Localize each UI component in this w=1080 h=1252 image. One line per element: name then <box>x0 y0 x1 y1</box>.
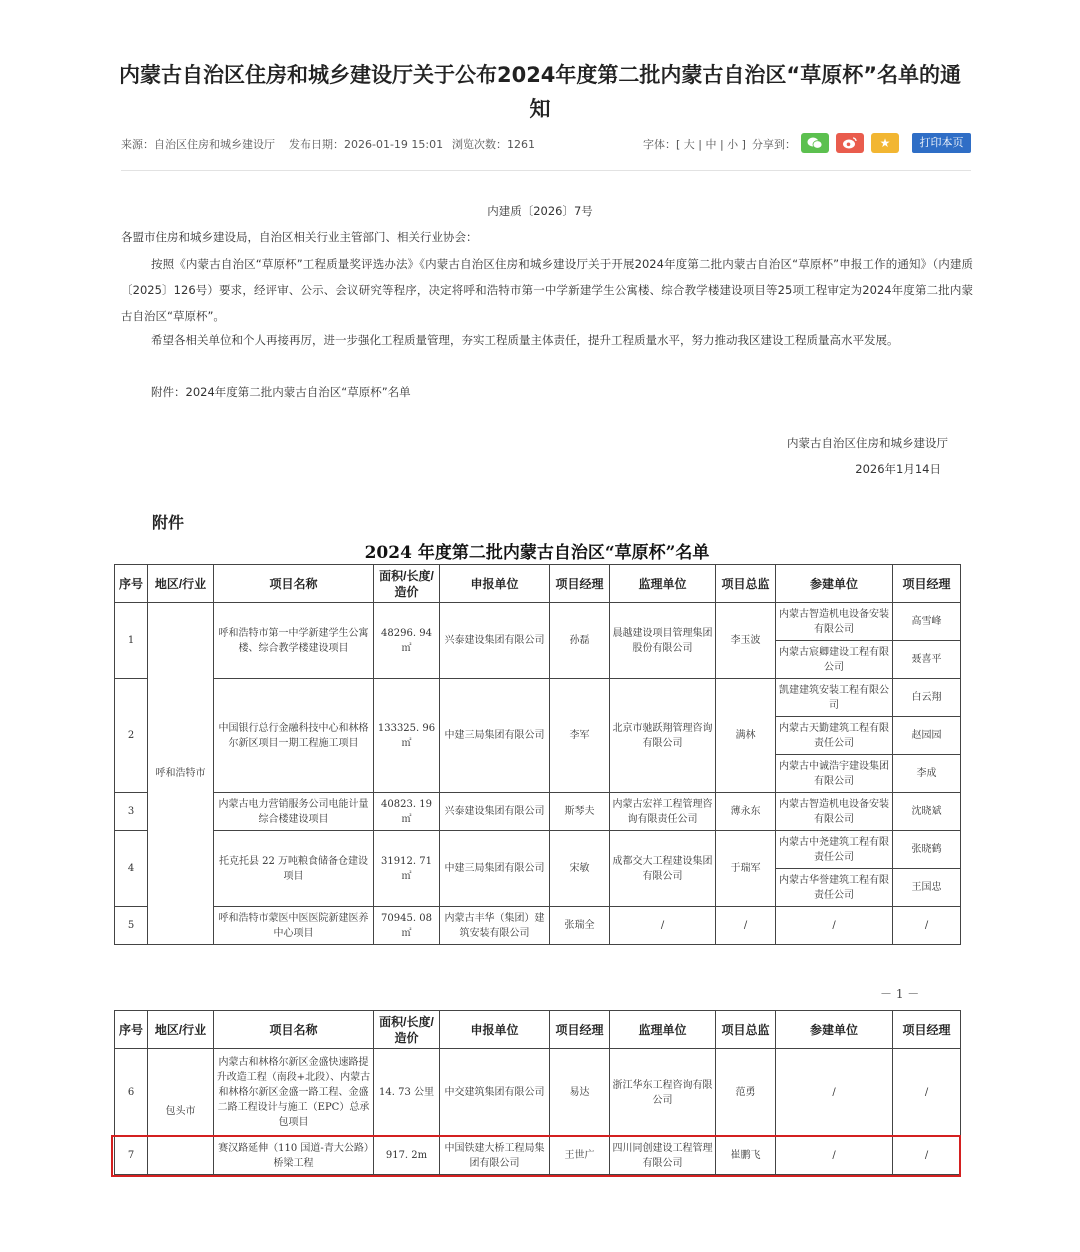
page-number: － 1 － <box>880 987 920 1001</box>
col-header: 参建单位 <box>776 1011 893 1049</box>
table-row: 3 内蒙古电力营销服务公司电能计量综合楼建设项目 40823. 19 ㎡ 兴泰建设集团有限公司 斯琴夫 内蒙古宏祥工程管理咨询有限责任公司 薄永东 内蒙古智造机电设备安装有限公司 沈晓斌 <box>115 793 961 831</box>
col-header: 项目名称 <box>214 1011 374 1049</box>
col-header: 项目总监 <box>716 1011 776 1049</box>
signature: 内蒙古自治区住房和城乡建设厅 <box>787 436 948 450</box>
table-row: 5 呼和浩特市蒙医中医医院新建医养中心项目 70945. 08 ㎡ 内蒙古丰华（集团）建筑安装有限公司 张瑞全 / / / / <box>115 907 961 945</box>
col-header: 项目经理 <box>893 1011 961 1049</box>
print-button[interactable]: 打印本页 <box>912 133 971 153</box>
body-paragraph-1: 按照《内蒙古自治区“草原杯”工程质量奖评选办法》《内蒙古自治区住房和城乡建设厅关于开展2024年度第二批内蒙古自治区“草原杯”申报工作的通知》（内建质〔2025〕126号）要求，经评审、公示、会议研究等程序，决定将呼和浩特市第一中学新建学生公寓楼、综合教学楼建设项目等25项工程审定为2024年度第二批内蒙古自治区“草原杯”。 <box>121 257 973 323</box>
body-paragraph-2: 希望各相关单位和个人再接再厉，进一步强化工程质量管理，夯实工程质量主体责任，提升工程质量水平，努力推动我区建设工程质量高水平发展。 <box>151 333 899 347</box>
table-row: 1 呼和浩特市 呼和浩特市第一中学新建学生公寓楼、综合教学楼建设项目 48296. 94 ㎡ 兴泰建设集团有限公司 孙磊 晨越建设项目管理集团股份有限公司 李玉波 内蒙古智造机电设备安装有限公司 高雪峰 <box>115 603 961 641</box>
col-header: 序号 <box>115 565 148 603</box>
divider <box>121 170 971 171</box>
table-row: 内蒙古宸卿建设工程有限公司 聂喜平 <box>115 641 961 679</box>
table-row: 6 包头市 内蒙古和林格尔新区金盛快速路提升改造工程（南段+北段）、内蒙古和林格尔新区金盛一路工程、金盛二路工程设计与施工（EPC）总承包项目 14. 73 公里 中交建筑集团有限公司 易达 浙江华东工程咨询有限公司 范勇 / / <box>115 1049 961 1137</box>
table-row: 内蒙古华誉建筑工程有限责任公司 王国忠 <box>115 869 961 907</box>
col-header: 参建单位 <box>776 565 893 603</box>
doc-number: 内建质〔2026〕7号 <box>487 204 593 218</box>
attachment-heading: 附件 <box>152 513 185 532</box>
col-header: 监理单位 <box>610 565 716 603</box>
table-row: 7 赛汉路延伸（110 国道-青大公路）桥梁工程 917. 2m 中国铁建大桥工程局集团有限公司 王世广 四川同创建设工程管理有限公司 崔鹏飞 / / <box>115 1137 961 1175</box>
col-header: 申报单位 <box>440 1011 550 1049</box>
col-header: 申报单位 <box>440 565 550 603</box>
col-header: 项目经理 <box>550 565 610 603</box>
table-row: 内蒙古中诚浩宇建设集团有限公司 李成 <box>115 755 961 793</box>
attachment-link[interactable]: 附件：2024年度第二批内蒙古自治区“草原杯”名单 <box>151 385 411 399</box>
col-header: 监理单位 <box>610 1011 716 1049</box>
table-row: 2 中国银行总行金融科技中心和林格尔新区项目一期工程施工项目 133325. 96 ㎡ 中建三局集团有限公司 李军 北京市驰跃翔管理咨询有限公司 满林 凯建建筑安装工程有限公司 白云翔 <box>115 679 961 717</box>
meta-bar <box>121 132 971 154</box>
table-row: 4 托克托县 22 万吨粮食储备仓建设项目 31912. 71 ㎡ 中建三局集团有限公司 宋敏 成都交大工程建设集团有限公司 于瑞军 内蒙古中尧建筑工程有限责任公司 张晓鹤 <box>115 831 961 869</box>
col-header: 面积/长度/造价 <box>374 565 440 603</box>
wechat-icon[interactable] <box>801 133 829 153</box>
table-header-row <box>115 565 961 603</box>
award-table-1 <box>114 564 961 945</box>
table-header-row <box>115 1011 961 1049</box>
share-label: 分享到： <box>752 138 796 151</box>
sign-date: 2026年1月14日 <box>855 462 941 476</box>
font-size-switch[interactable]: 字体：[ 大 | 中 | 小 ] <box>643 138 746 151</box>
favorite-star-icon[interactable]: ★ <box>871 133 899 153</box>
region-cell: 呼和浩特市 <box>148 603 214 945</box>
highlight-box <box>111 1135 961 1177</box>
addressee: 各盟市住房和城乡建设局，自治区相关行业主管部门、相关行业协会： <box>121 230 478 244</box>
weibo-icon[interactable] <box>836 133 864 153</box>
publish-date: 发布日期：2026-01-19 15:01 <box>289 138 444 151</box>
view-count: 浏览次数：1261 <box>452 138 535 151</box>
col-header: 面积/长度/造价 <box>374 1011 440 1049</box>
col-header: 项目经理 <box>893 565 961 603</box>
source-text: 来源：自治区住房和城乡建设厅 <box>121 138 275 151</box>
col-header: 地区/行业 <box>148 565 214 603</box>
col-header: 项目总监 <box>716 565 776 603</box>
table-row: 内蒙古天勤建筑工程有限责任公司 赵园园 <box>115 717 961 755</box>
list-title: 2024 年度第二批内蒙古自治区“草原杯”名单 <box>364 543 710 563</box>
col-header: 项目经理 <box>550 1011 610 1049</box>
col-header: 项目名称 <box>214 565 374 603</box>
col-header: 序号 <box>115 1011 148 1049</box>
page-title: 内蒙古自治区住房和城乡建设厅关于公布2024年度第二批内蒙古自治区“草原杯”名单的通知 <box>118 63 962 121</box>
region-cell: 包头市 <box>148 1049 214 1175</box>
col-header: 地区/行业 <box>148 1011 214 1049</box>
